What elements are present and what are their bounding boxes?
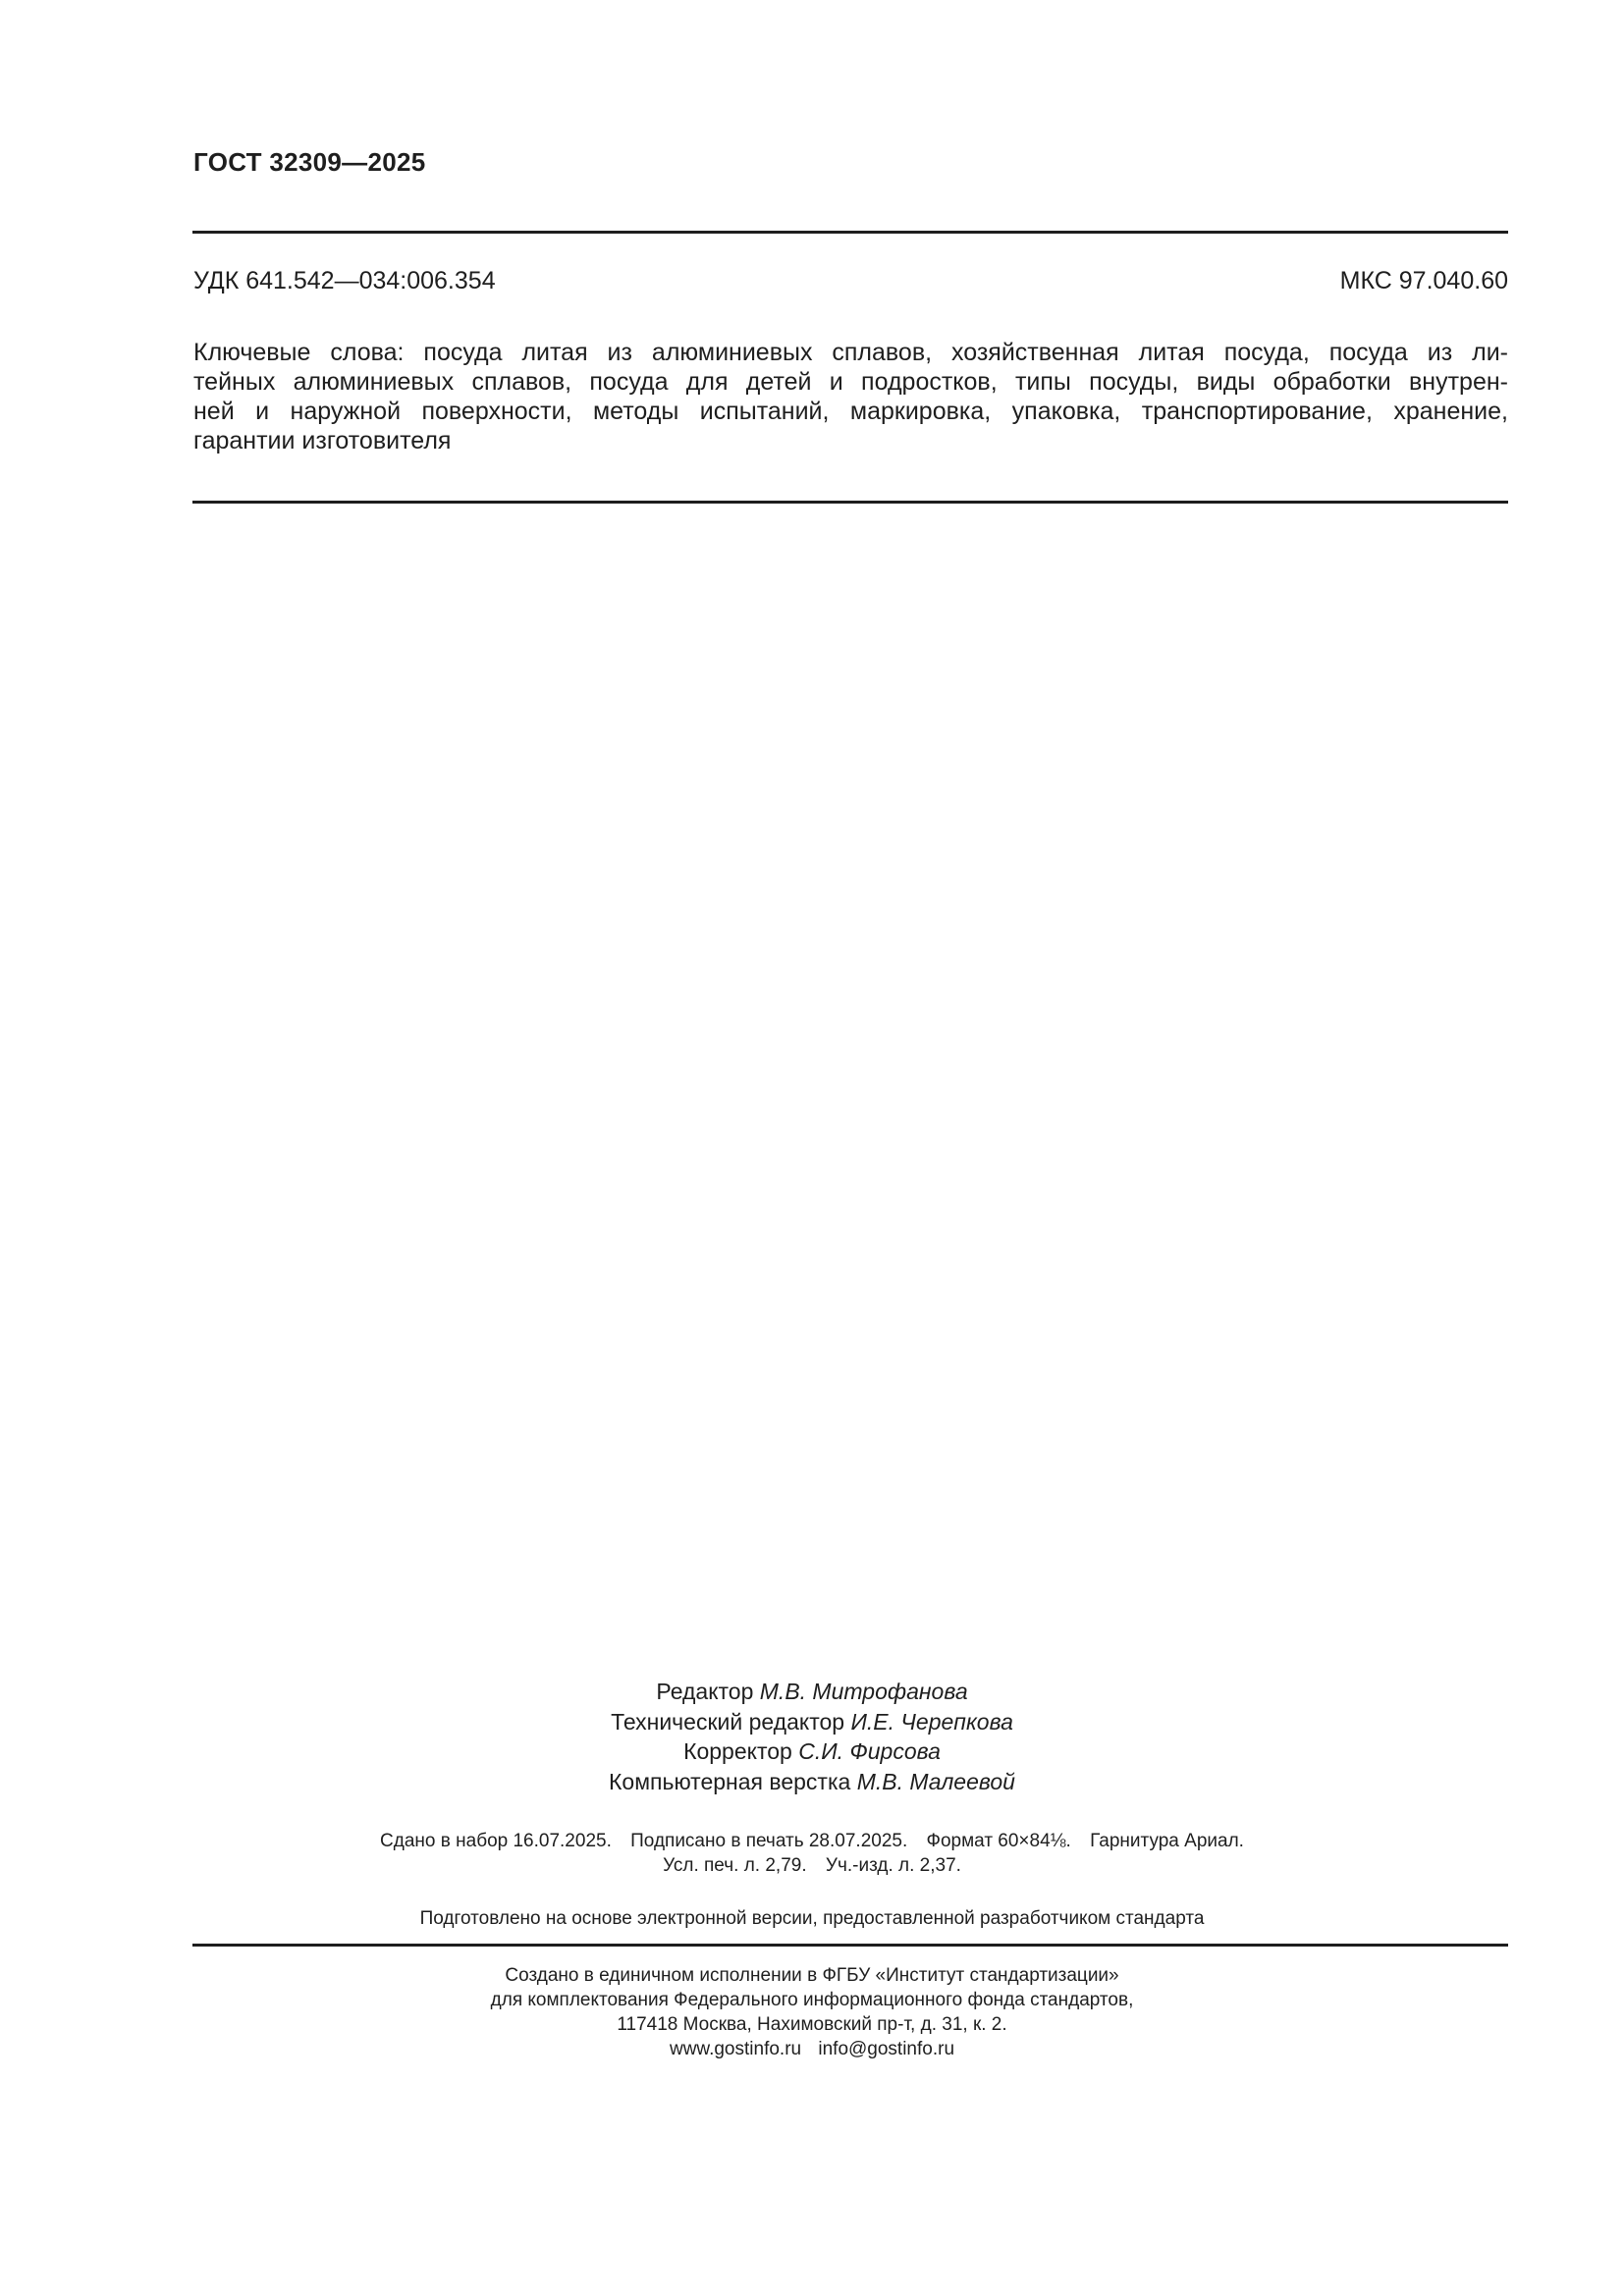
publisher-line-1: Создано в единичном исполнении в ФГБУ «Институт стандартизации» bbox=[505, 1965, 1119, 1986]
publisher-line-2: для комплектования Федерального информационного фонда стандартов, bbox=[490, 1990, 1134, 2010]
classification-codes bbox=[193, 267, 1508, 295]
mks-code: МКС 97.040.60 bbox=[1339, 267, 1508, 294]
email-link[interactable]: info@gostinfo.ru bbox=[818, 2039, 955, 2059]
credit-name: М.В. Митрофанова bbox=[759, 1679, 968, 1704]
keywords-line: тейных алюминиевых сплавов, посуда для детей и подростков, типы посуды, виды обработки внутрен- bbox=[193, 368, 1508, 396]
keywords-line: ней и наружной поверхности, методы испытаний, маркировка, упаковка, транспортирование, хранение, bbox=[193, 398, 1508, 425]
credit-role: Редактор bbox=[656, 1679, 754, 1704]
credit-role: Корректор bbox=[683, 1738, 792, 1764]
keywords-line: Ключевые слова: посуда литая из алюминиевых сплавов, хозяйственная литая посуда, посуда из ли- bbox=[193, 339, 1508, 366]
publisher-address: 117418 Москва, Нахимовский пр-т, д. 31, к. 2. bbox=[617, 2014, 1007, 2035]
credit-name: И.Е. Черепкова bbox=[850, 1708, 1013, 1735]
credit-editor bbox=[0, 1677, 1624, 1707]
typeface: Гарнитура Ариал. bbox=[1090, 1831, 1244, 1851]
document-id: ГОСТ 32309—2025 bbox=[193, 147, 426, 177]
credit-role: Технический редактор bbox=[611, 1708, 845, 1735]
keywords-paragraph bbox=[193, 338, 1508, 455]
prepared-note: Подготовлено на основе электронной версии, предоставленной разработчиком стандарта bbox=[419, 1908, 1205, 1929]
keywords-line: гарантии изготовителя bbox=[193, 427, 452, 454]
divider-top bbox=[192, 231, 1508, 234]
credit-name: М.В. Малеевой bbox=[856, 1768, 1015, 1794]
publisher-info bbox=[0, 1963, 1624, 2061]
credit-name: С.И. Фирсова bbox=[798, 1738, 941, 1764]
submitted-date: Сдано в набор 16.07.2025. bbox=[380, 1831, 612, 1851]
print-info bbox=[0, 1829, 1624, 1878]
print-info-line-2 bbox=[0, 1853, 1624, 1878]
divider-middle bbox=[192, 501, 1508, 504]
credit-role: Компьютерная верстка bbox=[609, 1768, 851, 1794]
signed-date: Подписано в печать 28.07.2025. bbox=[630, 1831, 908, 1851]
credit-proofreader bbox=[0, 1736, 1624, 1767]
printed-sheets: Усл. печ. л. 2,79. bbox=[663, 1855, 807, 1876]
paper-format: Формат 60×84⅛. bbox=[926, 1831, 1071, 1851]
udk-code: УДК 641.542—034:006.354 bbox=[193, 267, 496, 294]
editorial-credits bbox=[0, 1677, 1624, 1796]
publisher-contacts bbox=[0, 2037, 1624, 2061]
publishing-sheets: Уч.-изд. л. 2,37. bbox=[825, 1855, 961, 1876]
print-info-line-1 bbox=[0, 1829, 1624, 1853]
divider-bottom bbox=[192, 1944, 1508, 1947]
credit-layout bbox=[0, 1767, 1624, 1797]
credit-technical-editor bbox=[0, 1707, 1624, 1737]
website-link[interactable]: www.gostinfo.ru bbox=[669, 2039, 802, 2059]
